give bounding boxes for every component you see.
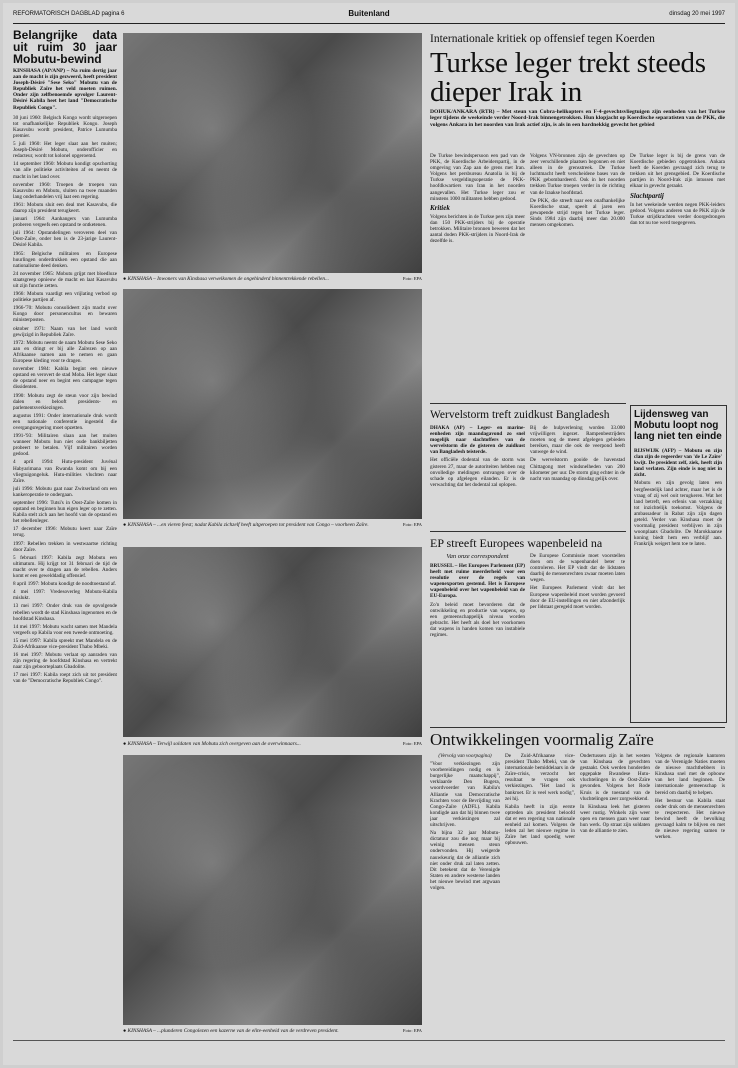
timeline-list [13,115,117,685]
timeline-entry: 5 juli 1960: Het leger slaat aan het muiten; Joseph-Désiré Mobutu, onderofficier en redacteur, wordt tot kolonel opgeroemd. [13,141,117,160]
turkey-col-3 [630,153,725,398]
timeline-entry: 1966: Mobutu vaardigt een vrijlating verbod op politieke partijen af. [13,291,117,304]
timeline-entry: 24 november 1965: Mobutu grijpt met bloedloze staatsgreep opnieuw de macht en laat Kasavubu uit zijn functie zetten. [13,270,117,289]
header-date: dinsdag 20 mei 1997 [669,11,725,17]
timeline-entry: januari 1964: Aanhangers van Lumumba proberen vergeefs een opstand te ontketenen. [13,216,117,229]
turkey-col3b-text: In het weekeinde werden negen PKK-leiders gedood. Volgens anderen van de PKK zijn de Turkse strijdkrachten verder doorgedrongen dan tot nu toe werd toegegeven. [630,201,725,226]
timeline-entry: juli 1996: Mobutu gaat naar Zwitserland om een kankeroperatie te ondergaan. [13,485,117,498]
zaire-col3b-text: In Kinshasa leek het gisteren weer rustig. Winkels zijn weer open en mensen gaan weer naar hun werk. Op straat zijn soldaten van de alliantie te zien. [580,803,650,835]
timeline-entry: 8 april 1997: Mobutu kondigt de noodtoestand af. [13,581,117,588]
zaire-col1-text: "Voor verkiezingen zijn voorbereidingen nodig en is burgerlijke maatschappij", verklaarde Den Bugera, woordvoerder van Kabila's Alliantie van Democratische Krachten voor de Bevrijding van Congo-Zaïre (ADFL). Kabila kondigde aan dat hij binnen twee jaar verkiezingen zal uitschrijven. [430,761,500,829]
zaire-byline: (Vervolg van voorpagina) [438,753,492,759]
zaire-col1b-text: Na bijna 32 jaar Mobutu-dictatuur zou die nog maar bij weinig mensen steun ondervonden. Hij weigerde nauwkeurig dat de alliantie zich niet onder druk zal laten zetten. Dit betekent dat de Verenigde Staten en andere westerse landen het nieuwe bewind met argwaan volgen. [430,830,500,891]
timeline-entry: 30 juni 1960: Belgisch Kongo wordt uitgeroepen tot onafhankelijke Republiek Kongo. Joseph Kasavubu wordt president, Patrice Lumumba premier. [13,114,117,139]
timeline-headline: Belangrijke data uit ruim 30 jaar Mobutu-bewind [13,29,117,66]
timeline-lead: KINSHASA (AP/ANP) – Na ruim dertig jaar aan de macht is zijn gezweerd, heeft president Joseph-Désiré "Sese Seko" Mobutu van de Republiek Zaïre het veld moeten ruimen. Onder zijn zelfbenoemde opvolger Laurent-Désiré Kabila heet het land "Democratische Republiek Congo". [13,68,117,111]
ep-col-1 [430,563,525,723]
photo-kinshasa-celebration [123,289,422,519]
zaire-headline: Ontwikkelingen voormalig Zaïre [430,730,654,749]
timeline-entry: 4 april 1994: Hutu-president Juvénal Habyarimana van Rwanda komt om bij een vliegtuigongeluk. Hutu-milities vluchten naar Zaïre. [13,459,117,484]
zaire-col-2 [505,753,575,1033]
turkey-subhead-kritiek: Kritiek [430,203,450,212]
timeline-entry: 1965: Belgische militairen en Europese huurlingen onderdrukken een opstand die aan nationalisme deed denken. [13,250,117,269]
timeline-entry: 15 mei 1997: Kabila spreekt met Mandela en de Zuid-Afrikaanse vice-president Thabo Mbeki. [13,637,117,650]
photo-4-credit: Foto: EPA [402,1028,422,1033]
timeline-entry: 1972: Mobutu neemt de naam Mobutu Sese Seko aan en dringt er bij alle Zaïrezen op aan Afrikaanse namen aan te nemen en gaan Europese kleding voor te dragen. [13,339,117,365]
zaire-col4b-text: Het bestuur van Kabila staat onder druk om de mensenrechten te respecteren. Het nieuwe bewind heeft de bevolking gevraagd kalm te blijven en met de nieuwe regering samen te werken. [655,797,725,841]
ep-headline: EP streeft Europees wapenbeleid na [430,536,603,550]
turkey-lead: DOHUK/ANKARA (RTR) – Met steun van Cobra-helikopters en F-4-gevechtsvliegtuigen zijn eenheden van het Turkse leger tijdens de weekeinde verder Noord-Irak binnengetrokken. Hun klopjacht op Koerdische separatisten van de PKK, die volgens Ankara in het noorden van Irak actief zijn, is als in een hardnekkig gevecht het gebied [430,109,725,128]
timeline-entry: 1997: Rebellen trekken in westwaartse richting door Zaïre. [13,540,117,553]
photo-looting-barracks [123,755,422,1025]
turkey-col2b-text: De PKK, die streeft naar een onafhankelijke Koerdische staat, speelt al jaren een gewapende strijd tegen het Turkse leger. Sinds 1984 zijn daarbij meer dan 20.000 mensen omgekomen. [530,197,625,229]
turkey-kicker: Internationale kritiek op offensief tegen Koerden [430,33,655,45]
mobutu-box-lead: RIJSWIJK (AFP) – Mobutu en zijn clan zijn de regeerder van 'de Le Zaïre' kwijt. De president zelf, ziek, heeft zijn land verlaten. Zijn einde is nog niet in zicht. [634,448,722,479]
timeline-entry: juli 1964: Opstandelingen veroveren deel van Oost-Zaïre, onder hen is de 23-jarige Laurent-Désiré Kabila. [13,230,117,249]
bangladesh-col1-text: Het officiële dodental van de storm was gisteren 27, maar de autoriteiten hebben nog onvolledige meldingen ontvangen over de schade op afgelegen eilanden. Er is de verwachting dat het dodental zal oplopen. [430,457,525,488]
turkey-subhead-slachtpartij: Slachtpartij [630,191,664,200]
photo-3-caption: ● KINSHASA – Terwijl soldaten van Mobutu zich overgeven aan de overwinnaars... Foto: EPA [123,741,422,747]
timeline-article [13,29,117,1041]
photo-soldiers-surrender [123,547,422,737]
bangladesh-col3-text: De wervelstorm gooide de havenstad Chittagong met windsnelheden van 200 kilometer per uur. De storm ging echter in de nacht van maandag op dinsdag gelijk over. [530,457,625,482]
bangladesh-col-2 [530,425,625,525]
timeline-entry: 1990: Mobutu zegt de steun voor zijn bewind dalen en belooft presidents- en parlementsverkiezingen. [13,392,117,411]
photo-1-caption: ● KINSHASA – Inwoners van Kinshasa verwelkomen de ongehinderd binnentrekkende rebellen... Foto: EPA [123,276,422,282]
header-paper-name: REFORMATORISCH DAGBLAD pagina 6 [13,11,125,17]
photo-4-caption-text: KINSHASA – ...plunderen Congolezen een kazerne van de elite-eenheid van de verdreven president. [127,1028,339,1034]
timeline-entry: november 1960: Troepen de troepen van Kasavubu en Mobutu, sluiten na twee maanden lang onderhandelen vrij laat een regering. [13,181,117,200]
zaire-col-1 [430,753,500,1033]
mobutu-box-body [634,448,722,716]
ep-col3-text: Het Europees Parlement vindt dat het Europese wapenbeleid moet worden gevoerd door de EU-instellingen en niet afzonderlijk per lidstaat geregeld moet worden. [530,585,625,610]
timeline-entry: 17 mei 1997: Kabila roept zich uit tot president van de "Democratische Republiek Congo". [13,672,117,685]
photo-kinshasa-welcome [123,33,422,273]
timeline-entry: 1991-'93: Militairen slaan aan het muiten wanneer Mobutu hun niet oude bankbiljetten probeert te betalen. Vijf militairen worden gedood. [13,433,117,458]
timeline-entry: augustus 1991: Onder internationale druk wordt een nationale conferentie ingesteld die overgangsregering moet opzetten. [13,412,117,431]
bangladesh-col-1 [430,425,525,525]
turkey-col-1 [430,153,525,398]
ep-col2-text: De Europese Commissie moet voorstellen doen om de wapenhandel beter te controleren. Het EP vindt dat de lidstaten daarbij de mensenrechten zwaar moeten laten wegen. [530,553,625,584]
page-header [13,9,725,21]
timeline-entry: 1961: Mobutu sluit een deal met Kasavubu, die daarop zijn president terugkeert. [13,201,117,214]
photo-2-credit: Foto: EPA [402,522,422,527]
bangladesh-lead: DHAKA (AP) – Leger- en marine-eenheden zijn maandagavond zo snel mogelijk naar slachtoffers van de wervelstorm die de gisteren de zuidkust van Bangladesh teisterde. [430,425,525,456]
bangladesh-headline: Wervelstorm treft zuidkust Bangladesh [430,409,610,421]
header-rule [13,23,725,24]
turkey-headline: Turkse leger trekt steeds dieper Irak in [430,47,706,108]
ep-rule [430,531,626,532]
mobutu-box-text: Mobutu en zijn gevolg laten een bergfeestelijk land achter, maar het is de vraag of zij wel ooit terugkeren. Wat het land betreft, een erfenis van verzakking tot inzichtelijk toekomst. Volgens de ambassadeur in Rabat zijn zijn dagen geteld. Verder van Kinshasa moet de voormalig president verblijven in zijn woonplaats Gbadolite. De Marokkaanse koning biedt hem een verblijf aan. Frankrijk weigert hem toe te laten. [634,480,722,548]
photo-3-credit: Foto: EPA [402,741,422,746]
ep-lead: BRUSSEL – Het Europees Parlement (EP) heeft met ruime meerderheid voor een resolutie over de regels van wapenexporten gestemd. Het is Europese wapenbeleid over het wapenbeleid van de EU-Europa. [430,563,525,600]
mobutu-box-headline: Lijdensweg van Mobutu loopt nog lang niet ten einde [634,409,722,442]
bottom-rule [13,1040,725,1041]
zaire-col-4 [655,753,725,1033]
bangladesh-col2-text: Bij de hulpverlening worden 33.000 vrijwilligers ingezet. Rampenbestrijders moeten nog de meest afgelegen gebieden bereiken, maar die ook de veerpond heeft vanwege de wind. [530,425,625,456]
timeline-entry: 1966-'70: Mobutu consolideert zijn macht over Kongo door personencultus en bewaren ministerposten. [13,305,117,324]
photo-2-caption-text: KINSHASA – ...en vieren feest; nadat Kabila zichzelf heeft uitgeroepen tot president van Congo – voorheen Zaïre. [127,522,369,528]
zaire-col4-text: Volgens de regionale kantoren van de Verenigde Naties moeten de nieuwe machthebbers in Kinshasa snel met de opbouw van het land beginnen. De internationale gemeenschap is bereid om daarbij te helpen. [655,753,725,796]
turkey-col3-text: De Turkse leger is bij de grens van de Koerdische gebieden opgetrokken. Ankara heeft de Koerden gevraagd zich terug te trekken uit het grensgebied. De Koerdische partijen in Noord-Irak zijn intussen met elkaar in gevecht geraakt. [630,153,725,190]
turkey-col1b-text: Volgens berichten in de Turkse pers zijn meer dan 150 PKK-strijders bij de operatie betrokken. Militaire bronnen beweren dat het aantal doden PKK-strijders in Noord-Irak de dezelfde is. [430,213,525,245]
timeline-entry: 5 februari 1997: Kabila zegt Mobutu een ultimatum. Hij krijgt tot 31 februari de tijd de macht over te dragen aan de rebellen. Anders komt er een gewelddadig offensief. [13,554,117,580]
photo-1-credit: Foto: EPA [402,276,422,281]
timeline-entry: november 1984: Kabila begint een nieuwe opstand en verovert de stad Moba. Het leger slaat de opstand neer en begint een campagne tegen dissidenten. [13,366,117,391]
newspaper-page [3,3,735,1065]
photo-3-caption-text: KINSHASA – Terwijl soldaten van Mobutu zich overgeven aan de overwinnaars... [127,741,301,747]
photo-4-caption: ● KINSHASA – ...plunderen Congolezen een kazerne van de elite-eenheid van de verdreven president. Foto: EPA [123,1028,422,1034]
header-section: Buitenland [348,9,390,18]
timeline-entry: 13 mei 1997: Onder druk van de opvolgende rebellen wordt de stad Kinshasa ingenomen en de hoofdstad Kinshasa. [13,603,117,622]
photo-2-caption: ● KINSHASA – ...en vieren feest; nadat Kabila zichzelf heeft uitgeroepen tot president van Congo – voorheen Zaïre. Foto: EPA [123,522,422,528]
photo-1-caption-text: KINSHASA – Inwoners van Kinshasa verwelkomen de ongehinderd binnentrekkende rebellen... [127,276,329,282]
zaire-col2-text: De Zuid-Afrikaanse vice-president Thabo Mbeki, van de internationale bemiddelaars in de Zaïre-crisis, verzocht het resultaat te vragen ook verkiezingen. "Het land is bankroet. Er is veel werk nodig", zei hij. [505,753,575,802]
ep-col1-text: Zo'n beleid moet bevorderen dat de ontwikkeling en productie van wapens, op een gemeenschappelijk niveau worden gebracht. Het heeft als doel het voorkomen dat wapens in handen komen van instabiele regimes. [430,601,525,639]
timeline-entry: oktober 1971: Naam van het land wordt gewijzigd in Republiek Zaïre. [13,325,117,338]
zaire-col2b-text: Kabila heeft in zijn eerste optreden als president beloofd dat er een regering van nationale eenheid zal komen. Volgens de leden zal het nieuwe regime in Zaïre het land spoedig weer opbouwen. [505,803,575,847]
timeline-entry: 14 september 1960: Mobutu kondigt opschorting van alle politieke activiteiten af en neemt de macht in het land over. [13,161,117,180]
timeline-entry: 17 december 1996: Mobutu keert naar Zaïre terug. [13,526,117,539]
timeline-entry: 14 mei 1997: Mobutu wacht samen met Mandela vergeefs op Kabila voor een tweede ontmoeting. [13,623,117,636]
bangladesh-rule [430,403,626,404]
turkey-col-2 [530,153,625,398]
turkey-col2-text: Volgens VN-bronnen zijn de gevechten op zeer verschillende plaatsen begonnen en niet alleen in de grensstreek. De Turkse luchtmacht heeft verscheidene bases van de PKK gebombardeerd. Ook in het noorden trekken Turkse troepen verder in de richting van de Iraakse hoofdstad. [530,153,625,196]
zaire-rule [430,727,725,728]
zaire-col-3 [580,753,650,1033]
timeline-entry: 4 mei 1997: Vredesoverleg Mobutu-Kabila mislukt. [13,589,117,602]
ep-byline: Van onze correspondent [446,553,509,560]
timeline-entry: september 1996: Tutsi's in Oost-Zaïre komen in opstand en beginnen hun eigen leger op te zetten. Kabila stelt zich aan het hoofd van de opstand en het rebellenleger. [13,500,117,525]
turkey-col1-text: De Turkse bewindspersoon een pad van de PKK, de Koerdische Arbeiderspartij, in de omgeving van Zap aan de grens met Iran. Volgens het persbureau Anatolia is bij de Turkse vergeldingsoperatie de PKK-hoofdkwartiers van Iran in het noorden aangevallen. Het Turkse leger zou er minstens 1000 militanten hebben gedood. [430,153,525,202]
zaire-col3-text: Ondertussen zijn in het westen van Kinshasa de gevechten gestaakt. Ook werden honderden opgepakte Rwandese Hutu-vluchtelingen in de Oost-Zaïre gevonden. Volgens het Rode Kruis is de toestand van de vluchtelingen zeer zorgwekkend. [580,753,650,802]
timeline-entry: 16 mei 1997: Mobutu verlaat op aanraden van zijn regering de hoofdstad Kinshasa en vertrekt naar zijn geboorteplaats Gbadolite. [13,652,117,671]
ep-col-2 [530,553,625,723]
